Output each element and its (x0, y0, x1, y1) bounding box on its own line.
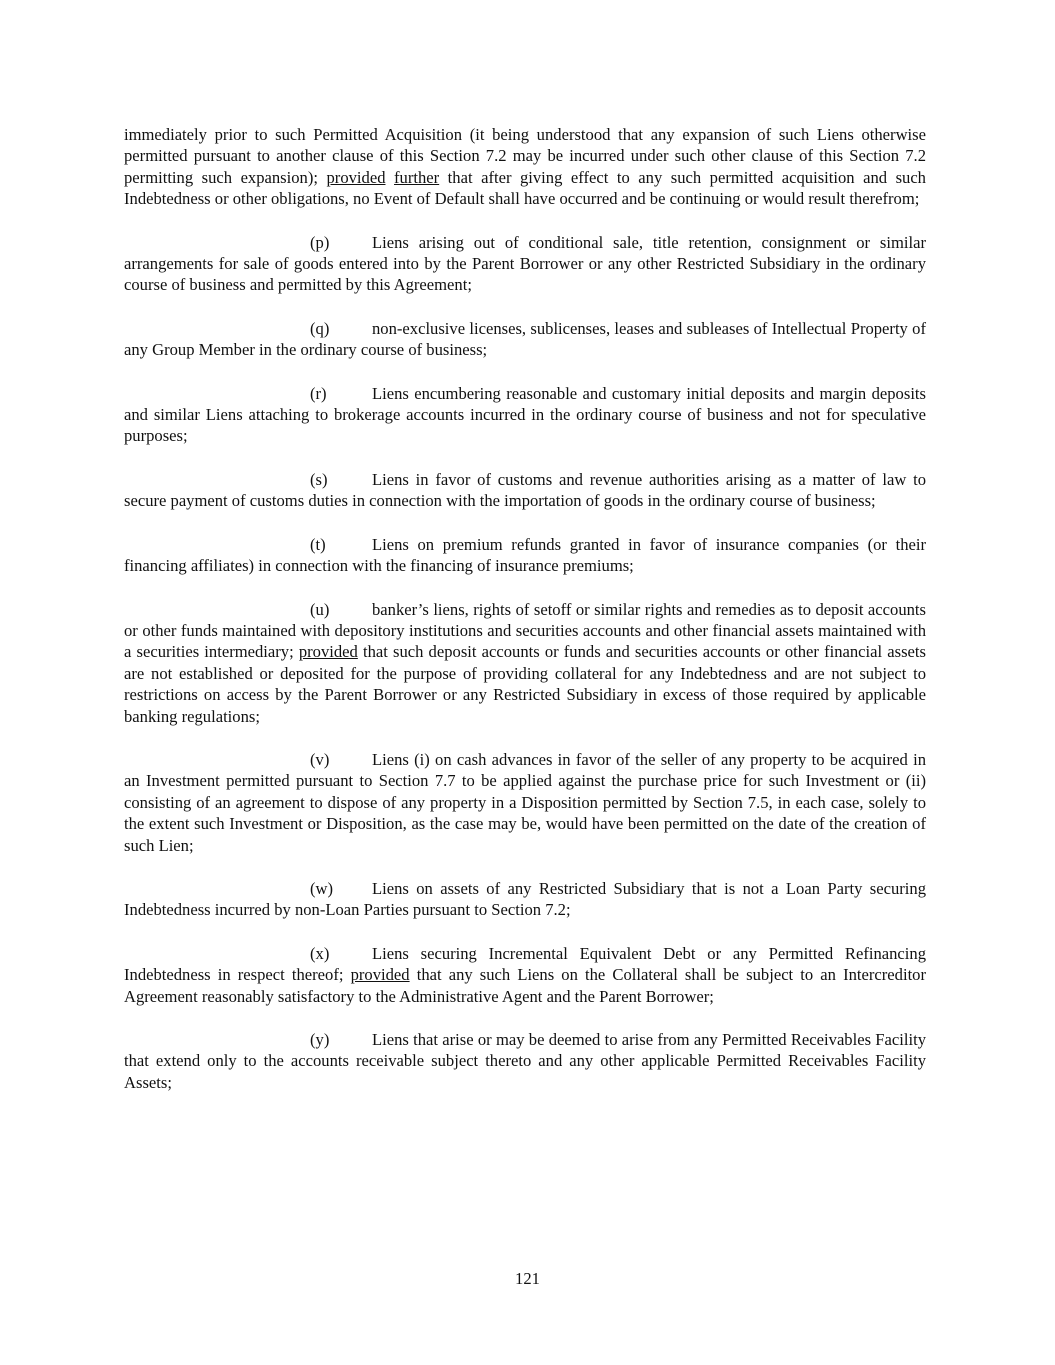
clause-r (124, 383, 926, 447)
clause-text: Liens in favor of customs and revenue authorities arising as a matter of law to secure payment of customs duties in connection with the importation of goods in the ordinary course of business; (124, 469, 926, 511)
clause-text: Liens arising out of conditional sale, title retention, consignment or similar arrangements for sale of goods entered into by the Parent Borrower or any other Restricted Subsidiary in the ordinary course of business and permitted by this Agreement; (124, 232, 926, 295)
clause-v (124, 749, 926, 856)
clause-s (124, 469, 926, 512)
clause-w (124, 878, 926, 921)
clause-t (124, 534, 926, 577)
clause-p (124, 232, 926, 296)
intro-text-1: immediately prior to such Permitted Acquisition (it being understood that any expansion of such Liens otherwise permitted pursuant to another clause of this Section 7.2 may be incurred under such other clause of this Section 7.2 permitting such expansion); (124, 125, 926, 187)
clause-text: Liens on premium refunds granted in favor of insurance companies (or their financing affiliates) in connection with the financing of insurance premiums; (124, 534, 926, 576)
clause-text: Liens encumbering reasonable and customary initial deposits and margin deposits and similar Liens attaching to brokerage accounts incurred in the ordinary course of business and not for speculative purposes; (124, 383, 926, 446)
further-term: further (394, 167, 440, 187)
clause-text-1: banker’s liens, rights of setoff or similar rights and remedies as to deposit accounts or other funds maintained with depository institutions and securities accounts and other financial assets maintained with a securities intermediary; (124, 599, 926, 662)
clause-label: (r) (310, 383, 327, 403)
clause-label: (w) (310, 878, 334, 898)
clause-label: (t) (310, 534, 326, 554)
clause-text-1: Liens securing Incremental Equivalent Debt or any Permitted Refinancing Indebtedness in respect thereof; (124, 943, 926, 985)
clause-label: (p) (310, 232, 330, 252)
document-body (124, 124, 926, 1093)
clause-label: (x) (310, 943, 330, 963)
intro-text-2: that after giving effect to any such permitted acquisition and such Indebtedness or other obligations, no Event of Default shall have occurred and be continuing or would result therefrom; (124, 167, 926, 209)
page-number: 121 (515, 1269, 540, 1288)
clause-text: Liens (i) on cash advances in favor of the seller of any property to be acquired in an Investment permitted pursuant to Section 7.7 to be applied against the purchase price for such Investment or (ii) consisting of an agreement to dispose of any property in a Disposition permitted by Section 7.5, in each case, solely to the extent such Investment or Disposition, as the case may be, would have been permitted on the date of the creation of such Lien; (124, 749, 926, 855)
clause-label: (q) (310, 318, 330, 338)
clause-label: (v) (310, 749, 330, 769)
clause-y (124, 1029, 926, 1093)
provided-term: provided (326, 167, 386, 187)
clause-label: (y) (310, 1030, 330, 1049)
clause-text: non-exclusive licenses, sublicenses, leases and subleases of Intellectual Property of any Group Member in the ordinary course of business; (124, 318, 926, 360)
clause-label: (s) (310, 469, 328, 489)
intro-paragraph (124, 124, 926, 210)
clause-u (124, 599, 926, 727)
clause-text: Liens on assets of any Restricted Subsidiary that is not a Loan Party securing Indebtedness incurred by non-Loan Parties pursuant to Section 7.2; (124, 878, 926, 920)
provided-term: provided (298, 642, 358, 662)
intro-separator (386, 168, 395, 187)
clause-q (124, 318, 926, 361)
clause-text: Liens that arise or may be deemed to arise from any Permitted Receivables Facility that extend only to the accounts receivable subject thereto and any other applicable Permitted Receivables Facility Assets; (124, 1030, 926, 1092)
provided-term: provided (350, 965, 410, 985)
clause-x (124, 943, 926, 1007)
clause-text-2: that any such Liens on the Collateral shall be subject to an Intercreditor Agreement reasonably satisfactory to the Administrative Agent and the Parent Borrower; (124, 965, 927, 1006)
clause-text-2: that such deposit accounts or funds and securities accounts or other financial assets are not established or deposited for the purpose of providing collateral for any Indebtedness and are not subject to restrictions on access by the Parent Borrower or any Restricted Subsidiary in excess of those required by applicable banking regulations; (124, 642, 926, 726)
clause-label: (u) (310, 599, 330, 619)
